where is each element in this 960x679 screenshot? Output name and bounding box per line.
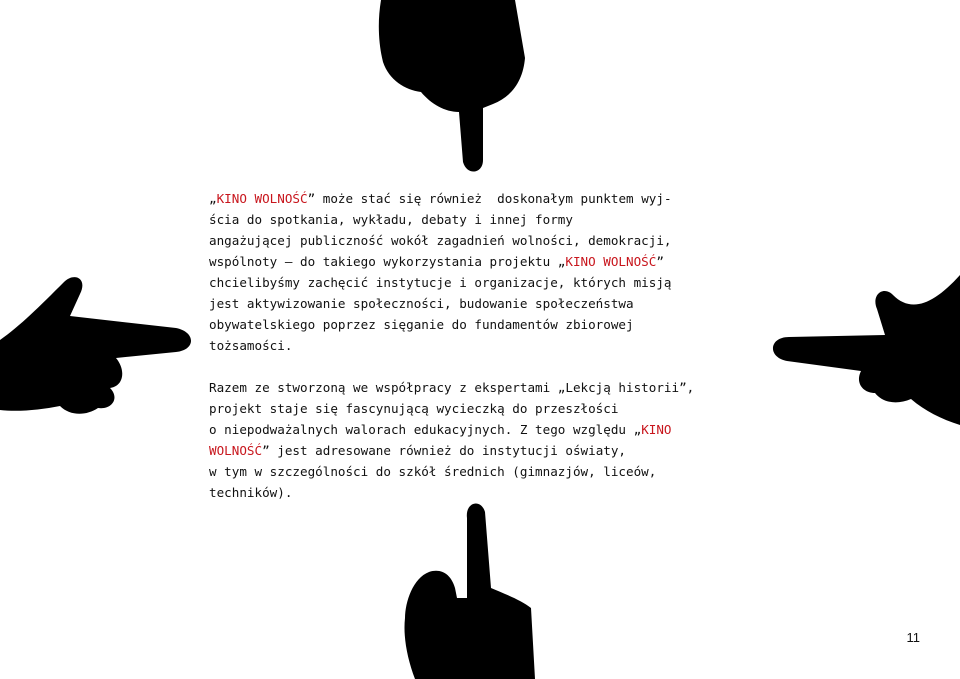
body-text-segment: ” jest adresowane również do instytucji oświaty, (262, 443, 627, 458)
highlight-text: KINO (641, 422, 672, 437)
text-line (209, 188, 789, 209)
body-text-segment: angażującej publiczność wokół zagadnień wolności, demokracji, (209, 233, 672, 248)
body-text (209, 188, 789, 503)
body-text-segment: techników). (209, 485, 293, 500)
text-line (209, 272, 789, 293)
paragraph-1 (209, 188, 789, 356)
body-text-segment: ” (656, 254, 664, 269)
text-line (209, 440, 789, 461)
text-line (209, 377, 789, 398)
hand-pointing-right-icon (0, 270, 195, 420)
text-line (209, 230, 789, 251)
body-text-segment: ” może stać się również doskonałym punktem wyj- (307, 191, 672, 206)
paragraph-2 (209, 377, 789, 503)
page-number: 11 (906, 630, 920, 645)
hand-pointing-up-icon (395, 498, 545, 679)
hand-pointing-down-icon (375, 0, 525, 180)
text-line (209, 335, 789, 356)
body-text-segment: „ (209, 191, 217, 206)
body-text-segment: o niepodważalnych walorach edukacyjnych. Z tego względu „ (209, 422, 642, 437)
text-line (209, 293, 789, 314)
body-text-segment: obywatelskiego poprzez sięganie do fundamentów zbiorowej (209, 317, 634, 332)
body-text-segment: wspólnoty – do takiego wykorzystania projektu „ (209, 254, 566, 269)
body-text-segment: w tym w szczególności do szkół średnich (gimnazjów, liceów, (209, 464, 657, 479)
body-text-segment: Razem ze stworzoną we współpracy z ekspertami „Lekcją historii”, (209, 380, 695, 395)
text-line (209, 251, 789, 272)
body-text-segment: projekt staje się fascynującą wycieczką do przeszłości (209, 401, 619, 416)
body-text-segment: chcielibyśmy zachęcić instytucje i organizacje, których misją (209, 275, 672, 290)
text-line (209, 209, 789, 230)
highlight-text: WOLNOŚĆ (209, 443, 263, 458)
text-line (209, 461, 789, 482)
text-line (209, 398, 789, 419)
highlight-text: KINO WOLNOŚĆ (216, 191, 308, 206)
highlight-text: KINO WOLNOŚĆ (565, 254, 657, 269)
body-text-segment: ścia do spotkania, wykładu, debaty i innej formy (209, 212, 573, 227)
text-line (209, 419, 789, 440)
body-text-segment: jest aktywizowanie społeczności, budowanie społeczeństwa (209, 296, 634, 311)
hand-pointing-left-icon (765, 275, 960, 425)
text-line (209, 314, 789, 335)
text-line (209, 482, 789, 503)
body-text-segment: tożsamości. (209, 338, 293, 353)
